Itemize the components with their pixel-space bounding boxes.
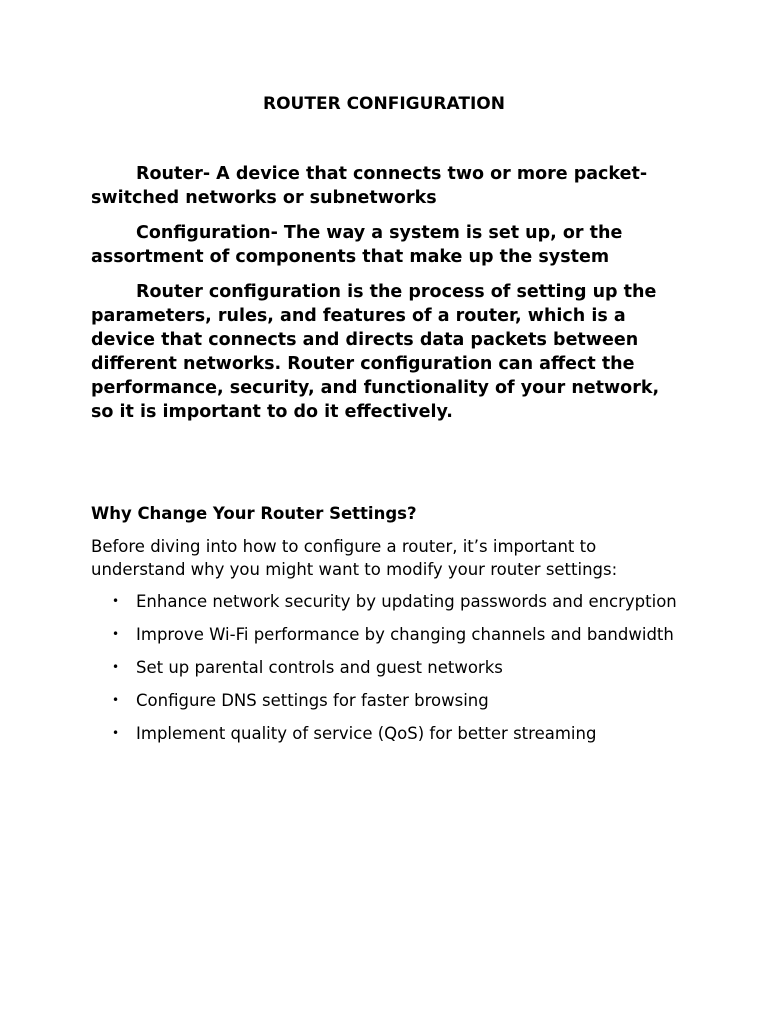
document-title: ROUTER CONFIGURATION xyxy=(263,94,505,114)
why-change-section xyxy=(91,502,681,755)
bullet-icon: • xyxy=(112,726,120,740)
list-item xyxy=(91,722,681,745)
list-item-text: Configure DNS settings for faster browsing xyxy=(136,691,489,710)
bullet-icon: • xyxy=(112,627,120,641)
list-item-text: Implement quality of service (QoS) for better streaming xyxy=(136,724,597,743)
list-item xyxy=(91,623,681,646)
list-item xyxy=(91,689,681,712)
reasons-list xyxy=(91,590,681,745)
list-item-text: Enhance network security by updating passwords and encryption xyxy=(136,592,677,611)
list-item xyxy=(91,656,681,679)
bullet-icon: • xyxy=(112,693,120,707)
router-configuration-description: Router configuration is the process of setting up the parameters, rules, and features of a router, which is a device that connects and directs data packets between different networks. Router configuration can affect the performance, security, and functionality of your network, so it is important to do it effectively. xyxy=(91,282,660,422)
section-intro: Before diving into how to configure a router, it’s important to understand why you might want to modify your router settings: xyxy=(91,537,618,579)
list-item-text: Improve Wi-Fi performance by changing channels and bandwidth xyxy=(136,625,674,644)
list-item xyxy=(91,590,681,613)
router-definition: Router- A device that connects two or more packet-switched networks or subnetworks xyxy=(91,164,648,208)
bullet-icon: • xyxy=(112,594,120,608)
section-heading: Why Change Your Router Settings? xyxy=(91,504,417,523)
configuration-definition: Configuration- The way a system is set up, or the assortment of components that make up the system xyxy=(91,223,623,267)
bullet-icon: • xyxy=(112,660,120,674)
list-item-text: Set up parental controls and guest networks xyxy=(136,658,503,677)
definitions-block xyxy=(91,162,681,435)
